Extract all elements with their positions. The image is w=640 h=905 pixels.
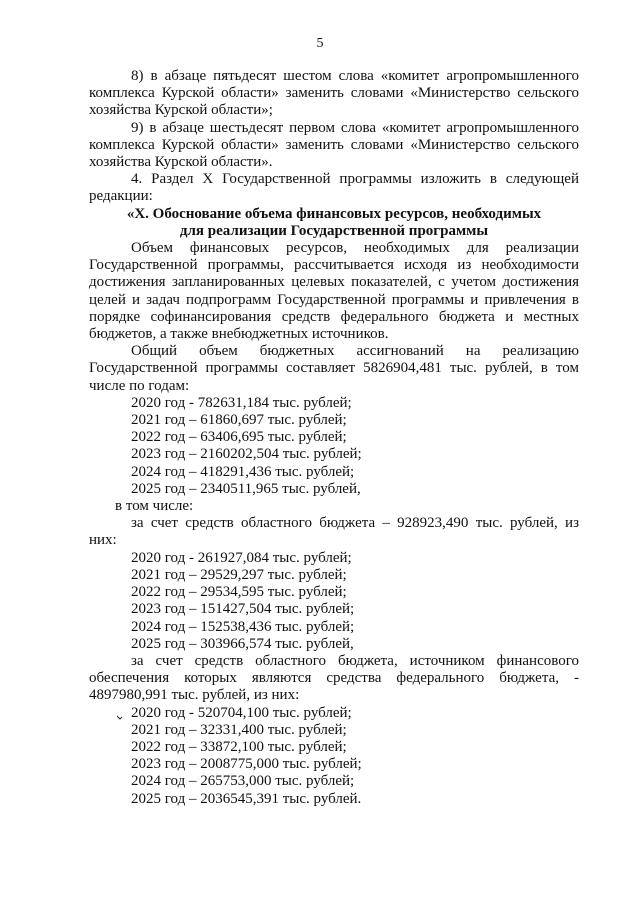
- federal-funds-paragraph: [89, 653, 579, 705]
- text-line: 4897980,991 тыс. рублей, из них:: [89, 687, 300, 704]
- year-amount: 2020 год - 520704,100 тыс. рублей;: [131, 704, 352, 721]
- total-by-year-list: [89, 395, 579, 498]
- paragraph-financing-volume: [89, 240, 579, 343]
- page-number: 5: [316, 36, 324, 51]
- paragraph-total-allocations: [89, 343, 579, 395]
- text-line: хозяйства Курской области»;: [89, 102, 273, 119]
- year-amount: 2020 год - 261927,084 тыс. рублей;: [131, 549, 352, 566]
- year-amount: 2024 год – 152538,436 тыс. рублей;: [131, 618, 355, 635]
- amendment-item-9: [89, 120, 579, 172]
- year-amount: 2022 год – 29534,595 тыс. рублей;: [131, 584, 347, 601]
- year-amount: 2023 год – 2008775,000 тыс. рублей;: [131, 756, 362, 773]
- year-amount: 2022 год – 63406,695 тыс. рублей;: [131, 429, 347, 446]
- year-amount: 2023 год – 151427,504 тыс. рублей;: [131, 601, 355, 618]
- federal-by-year-list: [89, 705, 579, 808]
- text-line: достижения запланированных целевых показателей, с учетом достижения: [89, 274, 579, 291]
- year-amount: 2025 год – 2036545,391 тыс. рублей.: [131, 790, 362, 807]
- regional-by-year-list: [89, 550, 579, 653]
- text-line: Государственной программы, рассчитывается исходя из необходимости: [89, 257, 579, 274]
- amendment-item-8: [89, 68, 579, 120]
- year-amount: 2023 год – 2160202,504 тыс. рублей;: [131, 446, 362, 463]
- text-line: 8) в абзаце пятьдесят шестом слова «комитет агропромышленного: [131, 68, 579, 84]
- text-line: хозяйства Курской области».: [89, 154, 273, 171]
- text-line: порядке софинансирования средств федерального бюджета и местных: [89, 308, 579, 325]
- year-amount: 2021 год – 32331,400 тыс. рублей;: [131, 721, 347, 738]
- text-line: Государственной программы составляет 5826904,481 тыс. рублей, в том: [89, 360, 579, 377]
- year-amount: 2025 год – 2340511,965 тыс. рублей,: [131, 480, 361, 497]
- year-amount: 2024 год – 418291,436 тыс. рублей;: [131, 463, 355, 480]
- scan-artifact-mark: [117, 714, 123, 720]
- text-line: обеспечения которых являются средства федерального бюджета, -: [89, 670, 579, 687]
- text-line: за счет средств областного бюджета – 928923,490 тыс. рублей, из: [131, 515, 579, 532]
- heading-line: для реализации Государственной программы: [179, 222, 489, 239]
- year-amount: 2025 год – 303966,574 тыс. рублей,: [131, 635, 354, 652]
- year-amount: 2024 год – 265753,000 тыс. рублей;: [131, 773, 355, 790]
- text-line: целей и задач подпрограмм Государственной программы и привлечения в: [89, 291, 579, 308]
- text-line: числе по годам:: [89, 377, 190, 394]
- year-amount: 2020 год - 782631,184 тыс. рублей;: [131, 394, 352, 411]
- text-line: редакции:: [89, 188, 153, 205]
- text-line: 9) в абзаце шестьдесят первом слова «комитет агропромышленного: [131, 119, 579, 136]
- year-amount: 2021 год – 61860,697 тыс. рублей;: [131, 412, 347, 429]
- text-line: комплекса Курской области» заменить словами «Министерство сельского: [89, 85, 579, 102]
- text-line: комплекса Курской области» заменить словами «Министерство сельского: [89, 136, 579, 153]
- document-body: [89, 68, 579, 808]
- text-line: бюджетов, а также внебюджетных источников.: [89, 326, 389, 343]
- amendment-item-4: [89, 171, 579, 205]
- regional-budget-paragraph: [89, 515, 579, 549]
- including-label: в том числе:: [115, 498, 194, 515]
- tick-mark-icon: [117, 714, 123, 720]
- text-line: за счет средств областного бюджета, источником финансового: [131, 652, 579, 669]
- text-line: Общий объем бюджетных ассигнований на реализацию: [131, 343, 579, 360]
- text-line: Объем финансовых ресурсов, необходимых для реализации: [131, 240, 579, 257]
- year-amount: 2021 год – 29529,297 тыс. рублей;: [131, 566, 347, 583]
- year-amount: 2022 год – 33872,100 тыс. рублей;: [131, 738, 347, 755]
- text-line: 4. Раздел X Государственной программы изложить в следующей: [131, 171, 579, 188]
- section-heading: [89, 206, 579, 240]
- heading-line: «X. Обоснование объема финансовых ресурсов, необходимых: [126, 205, 542, 222]
- text-line: них:: [89, 532, 117, 549]
